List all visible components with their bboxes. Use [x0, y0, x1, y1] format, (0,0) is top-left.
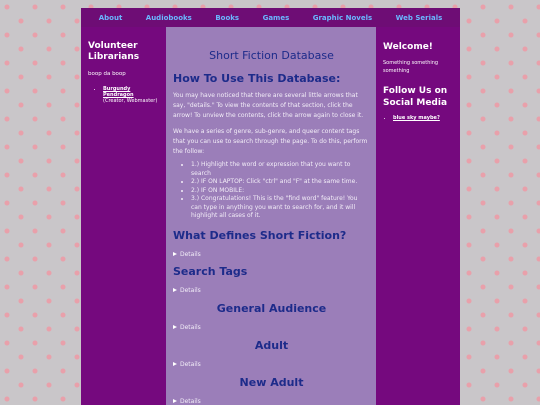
- top-nav: [81, 8, 460, 27]
- defines-heading: What Defines Short Fiction?: [173, 228, 347, 242]
- details-label: Details: [180, 397, 201, 405]
- disclosure-triangle-icon: [173, 399, 177, 403]
- nav-games[interactable]: Games: [262, 13, 290, 22]
- follow-heading: Follow Us on Social Media: [383, 86, 448, 108]
- social-item: [393, 115, 455, 121]
- details-label: Details: [180, 360, 201, 368]
- details-label: Details: [180, 323, 201, 331]
- details-toggle-general[interactable]: [173, 324, 370, 331]
- details-toggle-adult[interactable]: [173, 361, 370, 368]
- steps-list: [173, 161, 370, 221]
- social-link[interactable]: blue sky maybe?: [393, 115, 440, 121]
- step-item: • 2.) IF ON MOBILE:: [191, 187, 370, 196]
- nav-web-serials[interactable]: Web Serials: [395, 13, 443, 22]
- details-label: Details: [180, 286, 201, 294]
- nav-about[interactable]: About: [98, 13, 123, 22]
- disclosure-triangle-icon: [173, 288, 177, 292]
- librarian-item: [103, 86, 160, 104]
- librarians-heading: Volunteer Librarians: [88, 41, 140, 62]
- details-toggle-tags[interactable]: [173, 287, 370, 294]
- librarian-list: [88, 86, 160, 104]
- howto-paragraph-2: We have a series of genre, sub-genre, and queer content tags that you can use to search through the page. To do this, perform the follow:: [173, 128, 368, 155]
- right-sidebar: [376, 27, 460, 405]
- general-audience-heading: General Audience: [216, 301, 327, 315]
- librarian-role: (Creator, Webmaster): [103, 98, 158, 104]
- step-item: • 2.) IF ON LAPTOP: Click "ctrl" and "F" at the same time.: [191, 178, 370, 187]
- nav-audiobooks[interactable]: Audiobooks: [145, 13, 192, 22]
- disclosure-triangle-icon: [173, 362, 177, 366]
- disclosure-triangle-icon: [173, 325, 177, 329]
- page-title: Short Fiction Database: [209, 49, 334, 62]
- left-sidebar: [81, 27, 166, 405]
- howto-heading: How To Use This Database:: [173, 72, 341, 85]
- nav-books[interactable]: Books: [215, 13, 240, 22]
- details-toggle-new-adult[interactable]: [173, 398, 370, 405]
- nav-graphic-novels[interactable]: Graphic Novels: [312, 13, 373, 22]
- social-list: [383, 115, 455, 121]
- welcome-text: Something something something: [383, 60, 439, 74]
- librarians-tagline: boop da boop: [88, 71, 126, 77]
- page-container: [81, 8, 460, 405]
- adult-heading: Adult: [254, 338, 289, 352]
- search-tags-heading: Search Tags: [173, 264, 248, 278]
- details-toggle-defines[interactable]: [173, 251, 370, 258]
- new-adult-heading: New Adult: [239, 375, 304, 389]
- step-item: • 1.) Highlight the word or expression that you want to search: [191, 161, 370, 178]
- welcome-heading: Welcome!: [383, 42, 433, 52]
- librarian-link[interactable]: Burgundy Pendragon: [103, 86, 134, 98]
- howto-paragraph-1: You may have noticed that there are several little arrows that say, "details." To view the contents of that section, click the arrow! To unview the contents, click the arrow again to close it.: [173, 92, 364, 119]
- details-label: Details: [180, 250, 201, 258]
- step-item: • 3.) Congratulations! This is the "find word" feature! You can type in anything you want to search for, and it will highlight all cases of it.: [191, 195, 370, 221]
- disclosure-triangle-icon: [173, 252, 177, 256]
- main-content: [166, 27, 376, 405]
